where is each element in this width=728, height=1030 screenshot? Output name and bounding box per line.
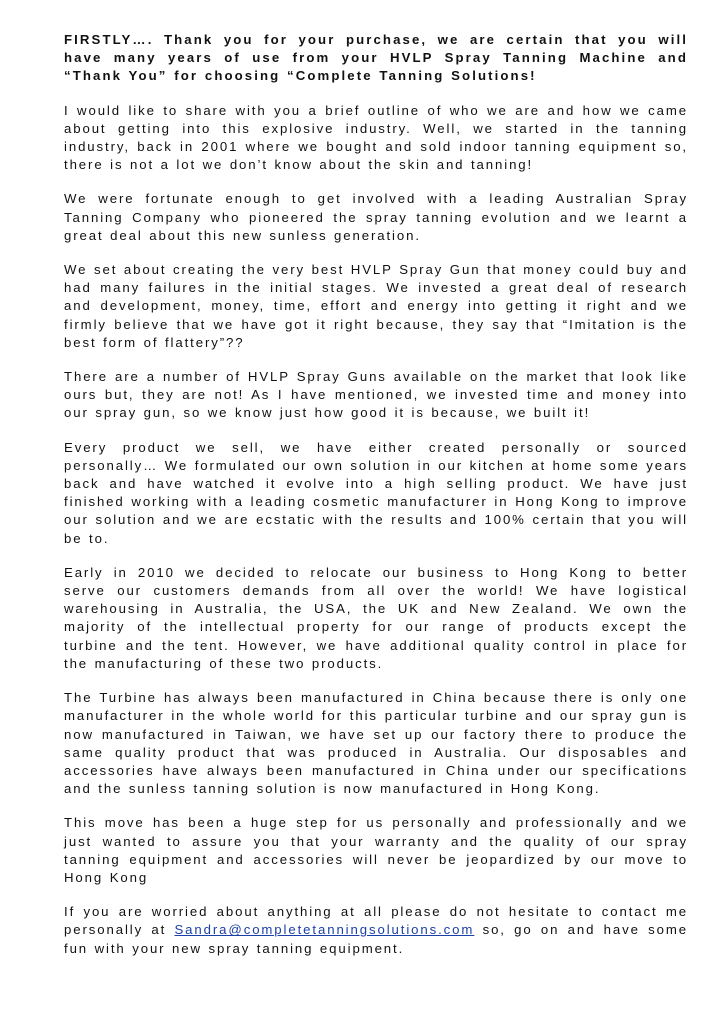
contact-text-start: If you are worried about anything at all please do not hesitate to contact me personally at	[64, 904, 688, 938]
intro-paragraph: FIRSTLY…. Thank you for your purchase, we are certain that you will have many years of use from your HVLP Spray Tanning Machine and “Thank You” for choosing “Complete Tanning Solutions!	[64, 32, 688, 84]
relocation-paragraph: Early in 2010 we decided to relocate our business to Hong Kong to better serve our customers demands from all over the world! We have logistical warehousing in Australia, the USA, the UK and New Zealand. We own the majority of the intellectual property for our range of products except the turbine and the tent. However, we have additional quality control in place for the manufacturing of these two products.	[64, 564, 688, 671]
assurance-paragraph: This move has been a huge step for us personally and professionally and we just wanted to assure you that your warranty and the quality of our spray tanning equipment and accessories will never be jeopardized by our move to Hong Kong	[64, 815, 688, 885]
spray-gun-development-paragraph: We set about creating the very best HVLP Spray Gun that money could buy and had many failures in the initial stages. We invested a great deal of research and development, money, time, effort and energy into getting it right and we firmly believe that we have got it right because, they say that “Imitation is the best form of flattery”??	[64, 262, 688, 350]
product-sourcing-paragraph: Every product we sell, we have either created personally or sourced personally… We formulated our own solution in our kitchen at home some years back and have watched it evolve into a high selling product. We have just finished working with a leading cosmetic manufacturer in Hong Kong to improve our solution and we are ecstatic with the results and 100% certain that you will be to.	[64, 439, 688, 546]
email-link[interactable]: Sandra@completetanningsolutions.com	[174, 922, 475, 938]
contact-text-end: so, go on and have some fun with your new spray tanning equipment.	[64, 922, 688, 956]
company-history-paragraph: I would like to share with you a brief outline of who we are and how we came about getting into this explosive industry. Well, we started in the tanning industry, back in 2001 where we bought and sold indoor tanning equipment so, there is not a lot we don’t know about the skin and tanning!	[64, 102, 688, 173]
partnership-paragraph: We were fortunate enough to get involved with a leading Australian Spray Tanning Company who pioneered the spray tanning evolution and we learnt a great deal about this new sunless generation.	[64, 191, 688, 243]
manufacturing-paragraph: The Turbine has always been manufactured in China because there is only one manufacturer in the whole world for this particular turbine and our spray gun is now manufactured in Taiwan, we have set up our factory there to produce the same quality product that was produced in Australia. Our disposables and accessories have always been manufactured in China under our specifications and the sunless tanning solution is now manufactured in Hong Kong.	[64, 690, 688, 797]
competitors-paragraph: There are a number of HVLP Spray Guns available on the market that look like ours but, they are not! As I have mentioned, we invested time and money into our spray gun, so we know just how good it is because, we built it!	[64, 369, 688, 421]
contact-paragraph	[64, 903, 688, 958]
